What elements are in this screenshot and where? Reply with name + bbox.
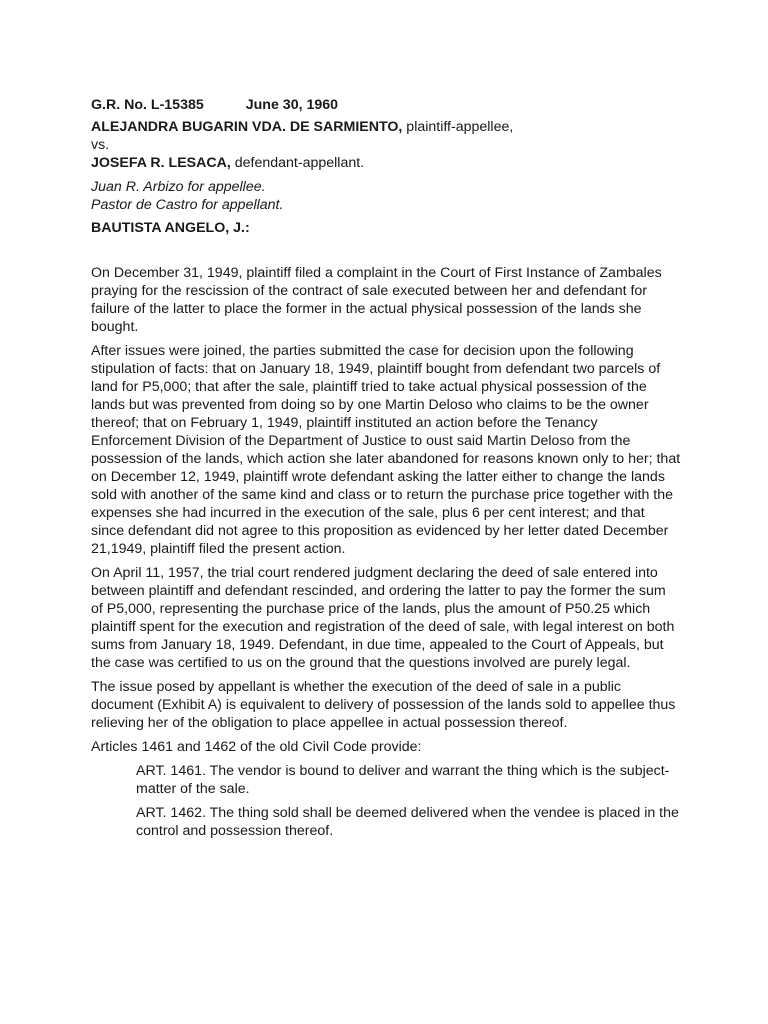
decision-document (91, 96, 681, 846)
paragraph: Articles 1461 and 1462 of the old Civil Code provide: (91, 739, 422, 755)
plaintiff-name: ALEJANDRA BUGARIN VDA. DE SARMIENTO, (91, 119, 403, 135)
defendant-role: defendant-appellant. (230, 155, 365, 171)
quoted-article-1461: ART. 1461. The vendor is bound to deliver and warrant the thing which is the subject-matter of the sale. (136, 763, 670, 797)
quoted-article-1462: ART. 1462. The thing sold shall be deemed delivered when the vendee is placed in the control and possession thereof. (136, 805, 679, 839)
paragraph: On April 11, 1957, the trial court rendered judgment declaring the deed of sale entered into between plaintiff and defendant rescinded, and ordering the latter to pay the former the sum of P5,000, representing the purchase price of the lands, plus the amount of P50.25 which plaintiff spent for the execution and registration of the deed of sale, with legal interest on both sums from January 18, 1949. Defendant, in due time, appealed to the Court of Appeals, but the case was certified to us on the ground that the questions involved are purely legal. (91, 565, 675, 671)
decision-date: June 30, 1960 (245, 97, 339, 113)
defendant-line (91, 154, 681, 172)
plaintiff-role: plaintiff-appellee, (402, 119, 514, 135)
gr-number: G.R. No. L-15385 (91, 97, 204, 113)
case-header (91, 96, 681, 114)
plaintiff-line (91, 118, 681, 136)
paragraph: The issue posed by appellant is whether the execution of the deed of sale in a public document (Exhibit A) is equivalent to delivery of possession of the lands sold to appellee thus relieving her of the obligation to place appellee in actual possession thereof. (91, 679, 676, 731)
counsel-appellee: Juan R. Arbizo for appellee. (91, 179, 266, 195)
decision-body (91, 264, 681, 840)
paragraph: On December 31, 1949, plaintiff filed a complaint in the Court of First Instance of Zambales praying for the rescission of the contract of sale executed between her and defendant for failure of the latter to place the former in the actual physical possession of the lands she bought. (91, 265, 662, 335)
versus-line: vs. (91, 137, 110, 153)
paragraph: After issues were joined, the parties submitted the case for decision upon the following stipulation of facts: that on January 18, 1949, plaintiff bought from defendant two parcels of land for P5,000; that after the sale, plaintiff tried to take actual physical possession of the lands but was prevented from doing so by one Martin Deloso who claims to be the owner thereof; that on February 1, 1949, plaintiff instituted an action before the Tenancy Enforcement Division of the Department of Justice to oust said Martin Deloso from the possession of the lands, which action she later abandoned for reasons known only to her; that on December 12, 1949, plaintiff wrote defendant asking the latter either to change the lands sold with another of the same kind and class or to return the purchase price together with the expenses she had incurred in the execution of the sale, plus 6 per cent interest; and that since defendant did not agree to this proposition as evidenced by her letter dated December 21,1949, plaintiff filed the present action. (91, 343, 681, 557)
ponente: BAUTISTA ANGELO, J.: (91, 220, 250, 236)
counsel-block (91, 178, 681, 214)
counsel-appellant: Pastor de Castro for appellant. (91, 197, 284, 213)
defendant-name: JOSEFA R. LESACA, (91, 155, 231, 171)
